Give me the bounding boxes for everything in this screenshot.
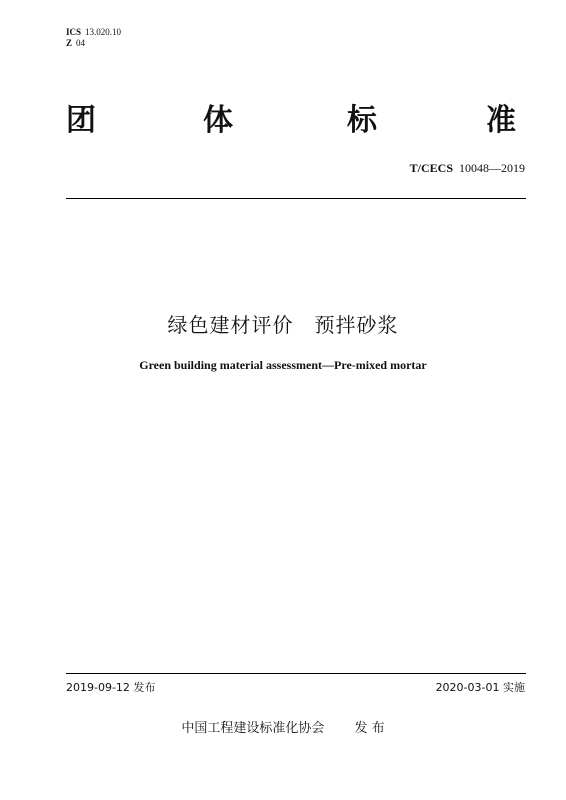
banner-char-4: 准 [486,103,516,138]
top-divider [66,198,526,199]
title-chinese: 绿色建材评价 预拌砂浆 [167,313,399,337]
standard-prefix: T/CECS [409,161,453,175]
ics-label: ICS [66,27,82,37]
standard-number [410,160,525,176]
implement-date: 2020-03-01 实施 [435,681,525,694]
classification-label: Z [66,38,73,48]
banner-char-1: 团 [66,103,96,138]
classification-code [66,37,85,49]
issuer-organization: 中国工程建设标准化协会 [181,721,325,736]
title-english: Green building material assessment—Pre-mixed mortar [139,358,427,372]
bottom-divider [66,673,526,674]
banner-char-2: 体 [203,103,233,138]
issuer [0,720,566,738]
publish-date: 2019-09-12 发布 [66,681,156,694]
classification-value: 04 [76,38,86,48]
ics-value: 13.020.10 [85,27,122,37]
banner-char-3: 标 [347,103,377,138]
issuer-action: 发 布 [354,721,385,736]
standard-code: 10048—2019 [459,161,525,175]
